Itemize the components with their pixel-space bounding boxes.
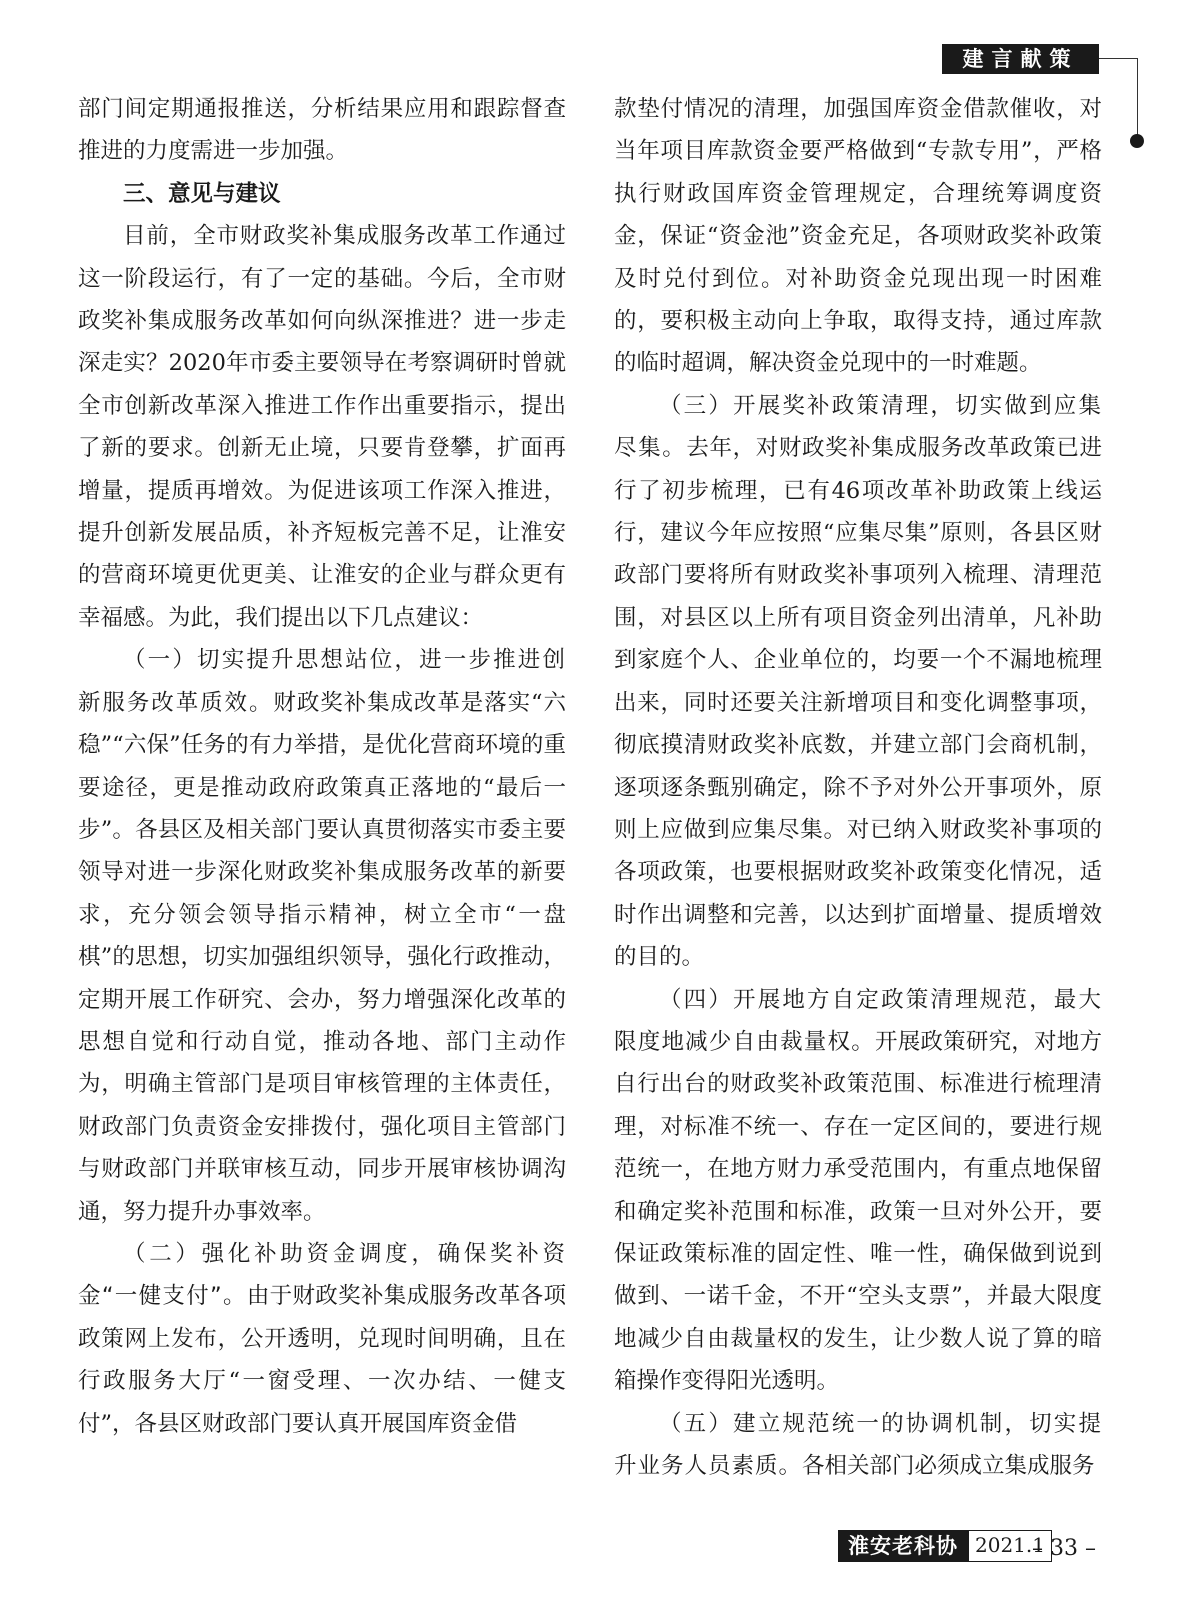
- paragraph-lead: （二）强化补助资金调度，确保奖补资金“一健支付”。: [78, 1240, 566, 1310]
- paragraph-body: 由于财政奖补集成服务改革各项政策网上发布，公开透明，兑现时间明确，且在行政服务大厅“一窗受理、一次办结、一健支付”，各县区财政部门要认真开展国库资金借: [78, 1283, 566, 1437]
- paragraph: [614, 385, 1102, 979]
- section-heading: 三、意见与建议: [123, 180, 281, 207]
- paragraph-body: 开展政策研究，对地方自行出台的财政奖补政策范围、标准进行梳理清理，对标准不统一、存在一定区间的，要进行规范统一，在地方财力承受范围内，有重点地保留和确定奖补范围和标准，政策一旦对外公开，要保证政策标准的固定性、唯一性，确保做到说到做到、一诺千金，不开“空头支票”，并最大限度地减少自由裁量权的发生，让少数人说了算的暗箱操作变得阳光透明。: [614, 1028, 1102, 1395]
- magazine-name: 淮安老科协: [838, 1530, 968, 1562]
- issue-number: 2021.1: [968, 1530, 1052, 1562]
- paragraph: 目前，全市财政奖补集成服务改革工作通过这一阶段运行，有了一定的基础。今后，全市财政奖补集成服务改革如何向纵深推进？进一步走深走实？2020年市委主要领导在考察调研时曾就全市创新改革深入推进工作作出重要指示，提出了新的要求。创新无止境，只要肯登攀，扩面再增量，提质再增效。为促进该项工作深入推进，提升创新发展品质，补齐短板完善不足，让淮安的营商环境更优更美、让淮安的企业与群众更有幸福感。为此，我们提出以下几点建议：: [78, 223, 566, 631]
- left-column: [78, 88, 566, 1445]
- right-column: [614, 88, 1102, 1487]
- paragraph: 部门间定期通报推送，分析结果应用和跟踪督查推进的力度需进一步加强。: [78, 96, 566, 165]
- tag-dot-marker: [1130, 134, 1144, 148]
- paragraph-body: 各相关部门必须成立集成服务: [802, 1453, 1095, 1479]
- paragraph: [614, 1403, 1102, 1488]
- paragraph-body: 财政奖补集成改革是落实“六稳”“六保”任务的有力举措，是优化营商环境的重要途径，更是推动政府政策真正落地的“最后一步”。各县区及相关部门要认真贯彻落实市委主要领导对进一步深化财政奖补集成服务改革的新要求，充分领会领导指示精神，树立全市“一盘棋”的思想，切实加强组织领导，强化行政推动，定期开展工作研究、会办，努力增强深化改革的思想自觉和行动自觉，推动各地、部门主动作为，明确主管部门是项目审核管理的主体责任，财政部门负责资金安排拨付，强化项目主管部门与财政部门并联审核互动，同步开展审核协调沟通，努力提升办事效率。: [78, 689, 566, 1225]
- paragraph-lead: （四）开展地方自定政策清理规范，最大限度地减少自由裁量权。: [614, 986, 1102, 1055]
- paragraph: [614, 979, 1102, 1403]
- paragraph-lead: （一）切实提升思想站位，进一步推进创新服务改革质效。: [78, 647, 566, 716]
- paragraph: [78, 1233, 566, 1445]
- paragraph: [78, 639, 566, 1233]
- footer-magazine: [838, 1530, 1052, 1562]
- page-number: – 33 –: [1032, 1536, 1096, 1561]
- section-tag: 建言献策: [942, 44, 1099, 74]
- tag-connector-vertical: [1137, 58, 1138, 140]
- paragraph: 款垫付情况的清理，加强国库资金借款催收，对当年项目库款资金要严格做到“专款专用”，严格执行财政国库资金管理规定，合理统筹调度资金，保证“资金池”资金充足，各项财政奖补政策及时兑付到位。对补助资金兑现出现一时困难的，要积极主动向上争取，取得支持，通过库款的临时超调，解决资金兑现中的一时难题。: [614, 96, 1102, 377]
- tag-connector-horizontal: [1099, 58, 1137, 59]
- paragraph-lead: （三）开展奖补政策清理，切实做到应集尽集。: [614, 392, 1102, 462]
- paragraph-body: 去年，对财政奖补集成服务改革政策已进行了初步梳理，已有46项改革补助政策上线运行，建议今年应按照“应集尽集”原则，各县区财政部门要将所有财政奖补事项列入梳理、清理范围，对县区以上所有项目资金列出清单，凡补助到家庭个人、企业单位的，均要一个不漏地梳理出来，同时还要关注新增项目和变化调整事项，彻底摸清财政奖补底数，并建立部门会商机制，逐项逐条甄别确定，除不予对外公开事项外，原则上应做到应集尽集。对已纳入财政奖补事项的各项政策，也要根据财政奖补政策变化情况，适时作出调整和完善，以达到扩面增量、提质增效的目的。: [614, 435, 1102, 971]
- paragraph-lead: （五）建立规范统一的协调机制，切实提升业务人员素质。: [614, 1410, 1102, 1479]
